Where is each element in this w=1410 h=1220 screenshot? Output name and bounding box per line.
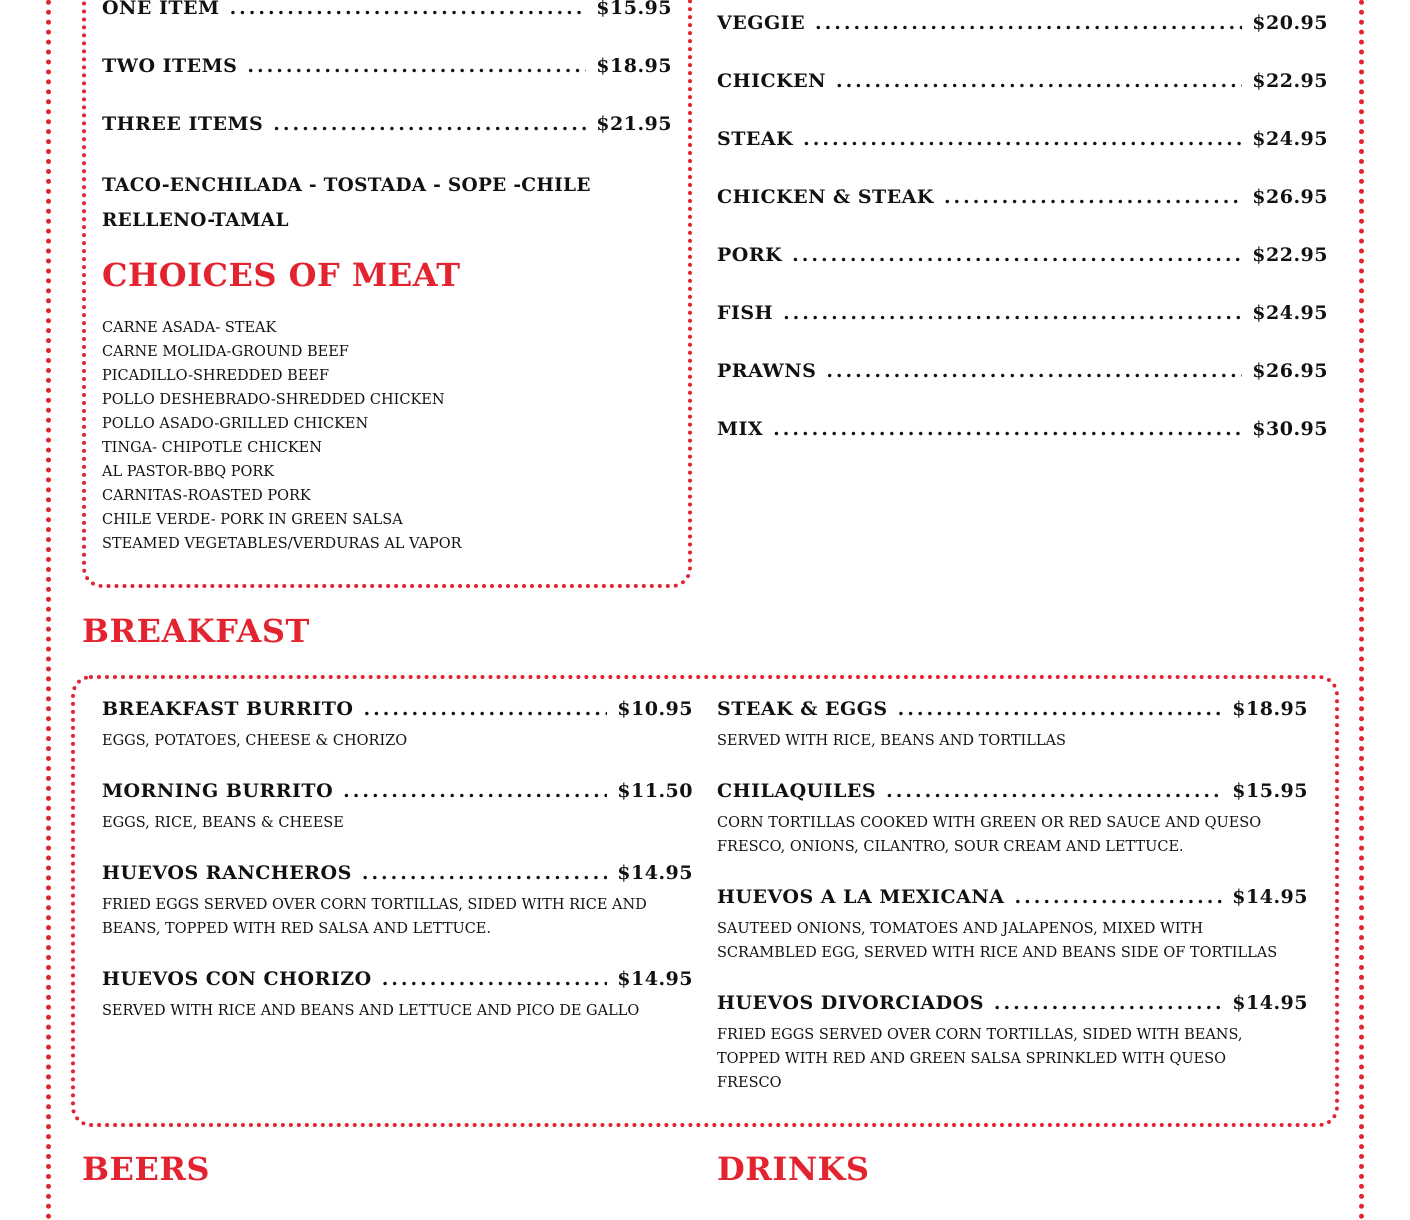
item-price: $15.95 (596, 0, 672, 19)
item-description: EGGS, POTATOES, CHEESE & CHORIZO (102, 733, 408, 749)
dot-leader (773, 418, 1242, 440)
item-name: HUEVOS CON CHORIZO (102, 968, 372, 990)
list-item: POLLO DESHEBRADO-SHREDDED CHICKEN (102, 392, 445, 408)
list-item: TINGA- CHIPOTLE CHICKEN (102, 440, 322, 456)
item-name: CHILAQUILES (717, 780, 877, 802)
item-price: $20.95 (1252, 12, 1328, 34)
menu-item-chicken-steak (717, 186, 1328, 208)
menu-item-morning-burrito (102, 780, 693, 802)
item-name: MIX (717, 418, 764, 440)
item-name: HUEVOS DIVORCIADOS (717, 992, 984, 1014)
menu-item-steak-and-eggs (717, 698, 1308, 720)
menu-item-huevos-divorciados (717, 992, 1308, 1014)
item-name: PORK (717, 244, 783, 266)
item-description: FRIED EGGS SERVED OVER CORN TORTILLAS, SIDED WITH BEANS, TOPPED WITH RED AND GREEN SALSA SPRINKLED WITH QUESO FRESCO (717, 1027, 1243, 1091)
menu-item-three-items (102, 113, 672, 135)
item-description: SERVED WITH RICE AND BEANS AND LETTUCE AND PICO DE GALLO (102, 1003, 640, 1019)
item-description: CORN TORTILLAS COOKED WITH GREEN OR RED SAUCE AND QUESO FRESCO, ONIONS, CILANTRO, SOUR CREAM AND LETTUCE. (717, 815, 1262, 855)
dot-leader (362, 862, 607, 884)
list-item: PICADILLO-SHREDDED BEEF (102, 368, 330, 384)
item-name: PRAWNS (717, 360, 817, 382)
menu-item-fish (717, 302, 1328, 324)
list-item: CHILE VERDE- PORK IN GREEN SALSA (102, 512, 403, 528)
item-description: SERVED WITH RICE, BEANS AND TORTILLAS (717, 733, 1066, 749)
breakfast-heading: BREAKFAST (82, 612, 310, 650)
menu-item-two-items (102, 55, 672, 77)
item-price: $11.50 (617, 780, 693, 802)
dot-leader (792, 244, 1242, 266)
dot-leader (994, 992, 1222, 1014)
menu-item-pork (717, 244, 1328, 266)
item-price: $26.95 (1252, 360, 1328, 382)
item-name: MORNING BURRITO (102, 780, 334, 802)
item-price: $15.95 (1232, 780, 1308, 802)
list-item: STEAMED VEGETABLES/VERDURAS AL VAPOR (102, 536, 462, 552)
item-price: $18.95 (1232, 698, 1308, 720)
item-price: $18.95 (596, 55, 672, 77)
item-description: EGGS, RICE, BEANS & CHEESE (102, 815, 344, 831)
choices-of-meat-heading: CHOICES OF MEAT (102, 256, 461, 294)
dot-leader (898, 698, 1223, 720)
item-name: THREE ITEMS (102, 113, 264, 135)
item-price: $26.95 (1252, 186, 1328, 208)
menu-item-mix (717, 418, 1328, 440)
item-price: $30.95 (1252, 418, 1328, 440)
dot-leader (343, 780, 607, 802)
item-price: $22.95 (1252, 70, 1328, 92)
item-price: $10.95 (617, 698, 693, 720)
dot-leader (247, 55, 586, 77)
meat-choices-list (102, 316, 462, 556)
item-price: $24.95 (1252, 128, 1328, 150)
dot-leader (944, 186, 1242, 208)
list-item: CARNE MOLIDA-GROUND BEEF (102, 344, 349, 360)
item-name: CHICKEN (717, 70, 826, 92)
item-name: STEAK & EGGS (717, 698, 888, 720)
dot-leader (886, 780, 1222, 802)
list-item: AL PASTOR-BBQ PORK (102, 464, 275, 480)
item-name: HUEVOS RANCHEROS (102, 862, 352, 884)
menu-item-huevos-con-chorizo (102, 968, 693, 990)
list-item: CARNE ASADA- STEAK (102, 320, 277, 336)
dot-leader (836, 70, 1242, 92)
dot-leader (363, 698, 607, 720)
combination-choices-text: TACO-ENCHILADA - TOSTADA - SOPE -CHILE RELLENO-TAMAL (102, 175, 591, 231)
item-price: $24.95 (1252, 302, 1328, 324)
item-price: $21.95 (596, 113, 672, 135)
dot-leader (815, 12, 1242, 34)
item-price: $14.95 (617, 862, 693, 884)
item-name: HUEVOS A LA MEXICANA (717, 886, 1005, 908)
item-name: STEAK (717, 128, 794, 150)
dot-leader (826, 360, 1242, 382)
item-price: $22.95 (1252, 244, 1328, 266)
menu-item-chicken (717, 70, 1328, 92)
item-name: CHICKEN & STEAK (717, 186, 934, 208)
menu-item-one-item (102, 0, 672, 19)
menu-item-veggie (717, 12, 1328, 34)
item-price: $14.95 (1232, 992, 1308, 1014)
item-name: VEGGIE (717, 12, 806, 34)
menu-item-chilaquiles (717, 780, 1308, 802)
item-name: TWO ITEMS (102, 55, 238, 77)
menu-item-steak (717, 128, 1328, 150)
item-price: $14.95 (1232, 886, 1308, 908)
menu-item-breakfast-burrito (102, 698, 693, 720)
item-name: BREAKFAST BURRITO (102, 698, 354, 720)
item-description: SAUTEED ONIONS, TOMATOES AND JALAPENOS, MIXED WITH SCRAMBLED EGG, SERVED WITH RICE AND BEANS SIDE OF TORTILLAS (717, 921, 1278, 961)
dot-leader (382, 968, 608, 990)
dot-leader (803, 128, 1242, 150)
list-item: CARNITAS-ROASTED PORK (102, 488, 311, 504)
dot-leader (1015, 886, 1223, 908)
menu-item-huevos-rancheros (102, 862, 693, 884)
item-price: $14.95 (617, 968, 693, 990)
dot-leader (783, 302, 1242, 324)
beers-heading: BEERS (82, 1150, 211, 1188)
menu-item-huevos-a-la-mexicana (717, 886, 1308, 908)
drinks-heading: DRINKS (717, 1150, 870, 1188)
menu-item-prawns (717, 360, 1328, 382)
item-name: FISH (717, 302, 774, 324)
list-item: POLLO ASADO-GRILLED CHICKEN (102, 416, 369, 432)
item-description: FRIED EGGS SERVED OVER CORN TORTILLAS, SIDED WITH RICE AND BEANS, TOPPED WITH RED SALSA AND LETTUCE. (102, 897, 647, 937)
dot-leader (230, 0, 587, 19)
item-name: ONE ITEM (102, 0, 220, 19)
dot-leader (273, 113, 586, 135)
